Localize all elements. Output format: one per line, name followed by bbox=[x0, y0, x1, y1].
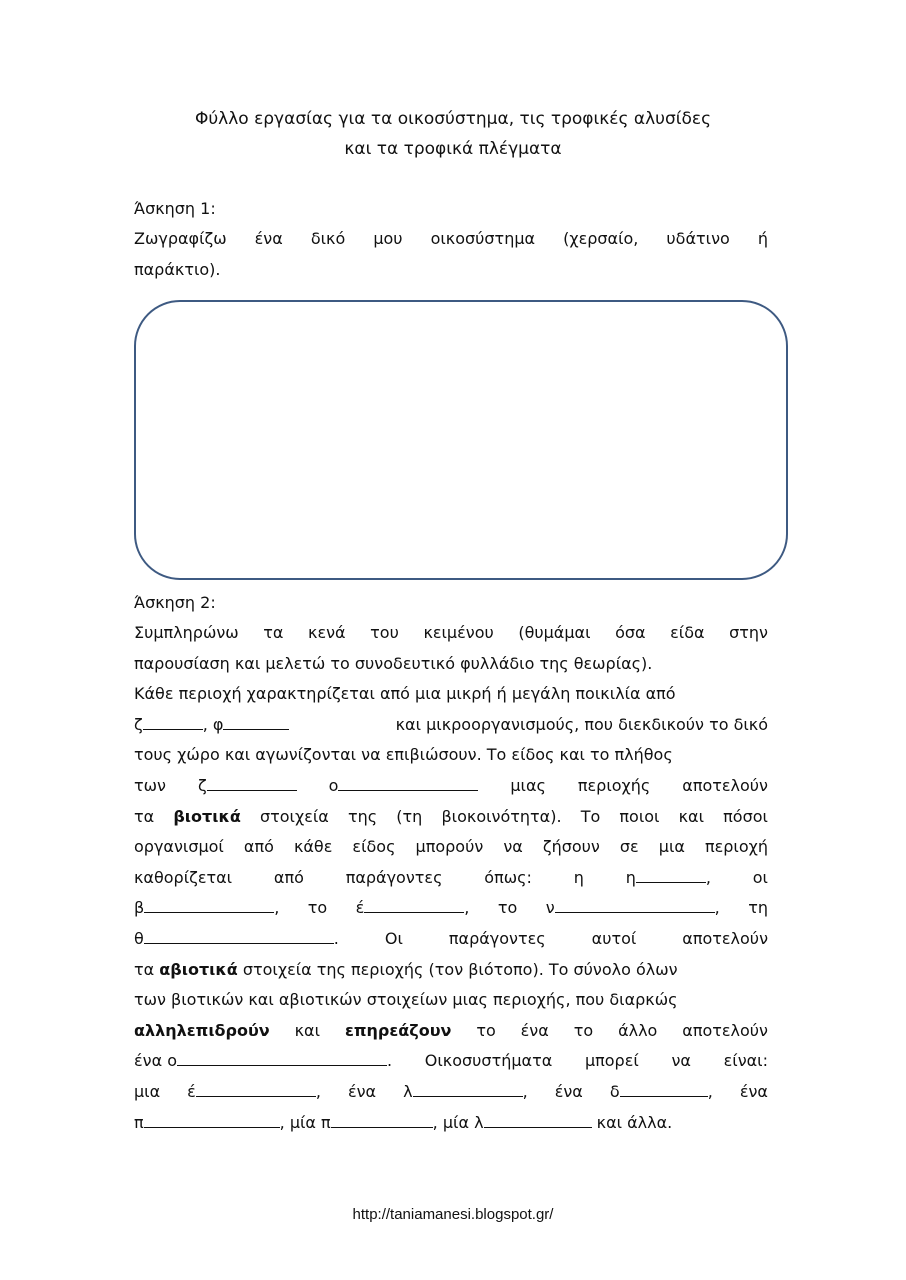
exercise-2-intro-line-1 bbox=[134, 618, 768, 649]
fill-in-blank[interactable] bbox=[555, 898, 715, 913]
exercise-2-line-11 bbox=[134, 924, 768, 955]
fill-item bbox=[403, 1077, 528, 1108]
word: αυτοί bbox=[591, 928, 637, 948]
word: και μικροοργανισμούς, που διεκδικούν το δικό bbox=[395, 714, 768, 734]
bold-term: βιοτικά bbox=[173, 806, 241, 826]
footer-url[interactable]: http://taniamanesi.blogspot.gr/ bbox=[352, 1206, 554, 1223]
exercise-2-line-14 bbox=[134, 1016, 768, 1047]
exercise-2-line-10 bbox=[134, 893, 768, 924]
word: και bbox=[294, 1020, 321, 1040]
word: ένα bbox=[520, 1020, 549, 1040]
word: ένα bbox=[347, 1081, 377, 1101]
word: θ bbox=[134, 928, 144, 948]
fill-item bbox=[134, 924, 339, 955]
word: ένα bbox=[254, 229, 283, 248]
fill-in-blank[interactable] bbox=[144, 898, 274, 913]
word: σε bbox=[619, 837, 639, 857]
word: καθορίζεται bbox=[134, 867, 233, 887]
fill-item bbox=[626, 863, 711, 894]
word: το bbox=[307, 898, 328, 918]
word: Ζωγραφίζω bbox=[134, 229, 227, 248]
fill-item bbox=[329, 771, 479, 802]
exercise-2-heading: Άσκηση 2: bbox=[134, 593, 216, 612]
word: ένα bbox=[739, 1081, 768, 1101]
word: μπορούν bbox=[415, 837, 484, 857]
word: τα bbox=[134, 806, 155, 826]
word: , bbox=[522, 1081, 528, 1101]
word: περιοχής bbox=[577, 775, 651, 795]
word: παράγοντες bbox=[448, 928, 546, 948]
word: από bbox=[243, 837, 274, 857]
word: από bbox=[273, 867, 304, 887]
word: π bbox=[134, 1112, 144, 1132]
word: στοιχεία της περιοχής (τον βιότοπο). Το σύνολο όλων bbox=[242, 959, 678, 979]
fill-in-blank[interactable] bbox=[484, 1112, 592, 1127]
word: στην bbox=[729, 623, 768, 642]
bold-term: επηρεάζουν bbox=[344, 1020, 452, 1040]
exercise-2-line-8 bbox=[134, 832, 768, 863]
exercise-2-intro-line-2: παρουσίαση και μελετώ το συνοδευτικό φυλλάδιο της θεωρίας). bbox=[134, 653, 653, 673]
fill-item bbox=[356, 893, 470, 924]
drawing-area-box[interactable] bbox=[134, 300, 788, 580]
word: , bbox=[707, 1081, 713, 1101]
word: έ bbox=[187, 1081, 196, 1101]
word: η bbox=[573, 867, 584, 887]
exercise-2-line-7 bbox=[134, 802, 768, 833]
word: παράγοντες bbox=[345, 867, 443, 887]
word: έ bbox=[355, 898, 365, 918]
bold-term: αλληλεπιδρούν bbox=[134, 1020, 270, 1040]
fill-item bbox=[610, 1077, 713, 1108]
exercise-1-line-2: παράκτιο). bbox=[134, 259, 221, 279]
fill-item bbox=[134, 710, 289, 741]
worksheet-title-line-2: και τα τροφικά πλέγματα bbox=[344, 139, 562, 159]
worksheet-title-line-1: Φύλλο εργασίας για τα οικοσύστημα, τις τροφικές αλυσίδες bbox=[194, 109, 712, 129]
bold-term: αβιοτικά bbox=[159, 959, 238, 979]
exercise-1-line-1 bbox=[134, 224, 768, 255]
exercise-1-heading: Άσκηση 1: bbox=[134, 199, 216, 218]
fill-in-blank[interactable] bbox=[144, 929, 334, 944]
exercise-2-line-9 bbox=[134, 863, 768, 894]
fill-in-blank[interactable] bbox=[223, 714, 289, 729]
word: ή bbox=[757, 229, 768, 248]
word: περιοχή bbox=[704, 837, 768, 857]
exercise-2-line-15 bbox=[134, 1046, 768, 1077]
word: . bbox=[387, 1051, 393, 1071]
word: μια bbox=[134, 1081, 161, 1101]
word: , bbox=[274, 898, 280, 918]
fill-item bbox=[134, 1046, 392, 1077]
fill-item bbox=[134, 893, 279, 924]
fill-in-blank[interactable] bbox=[331, 1112, 433, 1127]
word: Οικοσυστήματα bbox=[424, 1051, 553, 1071]
exercise-2-line-4 bbox=[134, 710, 768, 741]
word: πόσοι bbox=[723, 806, 768, 826]
word: ο bbox=[328, 775, 339, 795]
exercise-2-text bbox=[134, 618, 768, 1138]
word: αποτελούν bbox=[682, 775, 768, 795]
word: , φ bbox=[202, 714, 224, 734]
word: το bbox=[497, 898, 518, 918]
fill-item bbox=[187, 1077, 321, 1108]
word: (χερσαίο, bbox=[563, 229, 639, 248]
word: να bbox=[503, 837, 523, 857]
word: οικοσύστημα bbox=[430, 229, 536, 248]
exercise-1-instructions bbox=[134, 224, 768, 285]
word: , bbox=[464, 898, 470, 918]
word: η bbox=[625, 867, 636, 887]
word: όσα bbox=[615, 623, 646, 642]
word: ζήσουν bbox=[542, 837, 600, 857]
fill-item bbox=[546, 893, 720, 924]
fill-in-blank[interactable] bbox=[177, 1051, 387, 1066]
fill-in-blank[interactable] bbox=[144, 1112, 280, 1127]
word: ένα ο bbox=[134, 1051, 178, 1071]
word: λ bbox=[403, 1081, 413, 1101]
word: κειμένου bbox=[423, 623, 494, 642]
word: ποιοι bbox=[619, 806, 660, 826]
word: , μία π bbox=[279, 1112, 331, 1132]
word: των bbox=[134, 775, 166, 795]
word: τα bbox=[134, 959, 155, 979]
word: δ bbox=[609, 1081, 620, 1101]
word: όπως: bbox=[484, 867, 532, 887]
word: μου bbox=[373, 229, 403, 248]
exercise-2-line-6 bbox=[134, 771, 768, 802]
exercise-2-line-5: τους χώρο και αγωνίζονται να επιβιώσουν. Το είδος και το πλήθος bbox=[134, 745, 673, 765]
word: το bbox=[573, 1020, 594, 1040]
word: μια bbox=[658, 837, 685, 857]
fill-in-blank[interactable] bbox=[364, 898, 464, 913]
exercise-2-line-3: Κάθε περιοχή χαρακτηρίζεται από μια μικρή ή μεγάλη ποικιλία από bbox=[134, 684, 676, 704]
word: (θυμάμαι bbox=[518, 623, 591, 642]
word: (τη bbox=[396, 806, 423, 826]
word: , bbox=[705, 867, 711, 887]
word: β bbox=[134, 898, 145, 918]
word: , bbox=[714, 898, 720, 918]
exercise-2-line-16 bbox=[134, 1077, 768, 1108]
word: είναι: bbox=[723, 1051, 768, 1071]
word: είδα bbox=[670, 623, 705, 642]
word: οι bbox=[752, 867, 768, 887]
word: ζ bbox=[134, 714, 143, 734]
word: ζ bbox=[197, 775, 207, 795]
word: της bbox=[347, 806, 378, 826]
word: είδος bbox=[352, 837, 396, 857]
word: οργανισμοί bbox=[134, 837, 224, 857]
word: τη bbox=[748, 898, 768, 918]
word: στοιχεία bbox=[259, 806, 329, 826]
word: Το bbox=[580, 806, 601, 826]
exercise-2-line-12 bbox=[134, 955, 768, 986]
word: Συμπληρώνω bbox=[134, 623, 239, 642]
fill-in-blank[interactable] bbox=[196, 1082, 316, 1097]
word: . bbox=[333, 928, 339, 948]
fill-in-blank[interactable] bbox=[143, 714, 203, 729]
word: κάθε bbox=[293, 837, 333, 857]
word: Οι bbox=[384, 928, 403, 948]
word: , bbox=[315, 1081, 321, 1101]
word: βιοκοινότητα). bbox=[441, 806, 562, 826]
word: τα bbox=[263, 623, 284, 642]
fill-in-blank[interactable] bbox=[338, 776, 478, 791]
word: μπορεί bbox=[584, 1051, 639, 1071]
word: και άλλα. bbox=[596, 1112, 673, 1132]
fill-in-blank[interactable] bbox=[207, 776, 297, 791]
word: του bbox=[370, 623, 399, 642]
fill-in-blank[interactable] bbox=[413, 1082, 523, 1097]
word: αποτελούν bbox=[682, 1020, 768, 1040]
word: ν bbox=[545, 898, 555, 918]
word: υδάτινο bbox=[666, 229, 730, 248]
fill-in-blank[interactable] bbox=[636, 867, 706, 882]
exercise-2-line-17 bbox=[134, 1108, 768, 1139]
fill-in-blank[interactable] bbox=[620, 1082, 708, 1097]
word: το bbox=[476, 1020, 496, 1040]
word: και bbox=[678, 806, 704, 826]
word: κενά bbox=[308, 623, 346, 642]
word: δικό bbox=[310, 229, 346, 248]
fill-item bbox=[198, 771, 297, 802]
word: άλλο bbox=[618, 1020, 658, 1040]
exercise-2-line-13: των βιοτικών και αβιοτικών στοιχείων μιας περιοχής, που διαρκώς bbox=[134, 990, 678, 1010]
word: ένα bbox=[554, 1081, 583, 1101]
word: αποτελούν bbox=[682, 928, 768, 948]
word: μιας bbox=[510, 775, 546, 795]
word: να bbox=[671, 1051, 691, 1071]
word: , μία λ bbox=[432, 1112, 484, 1132]
